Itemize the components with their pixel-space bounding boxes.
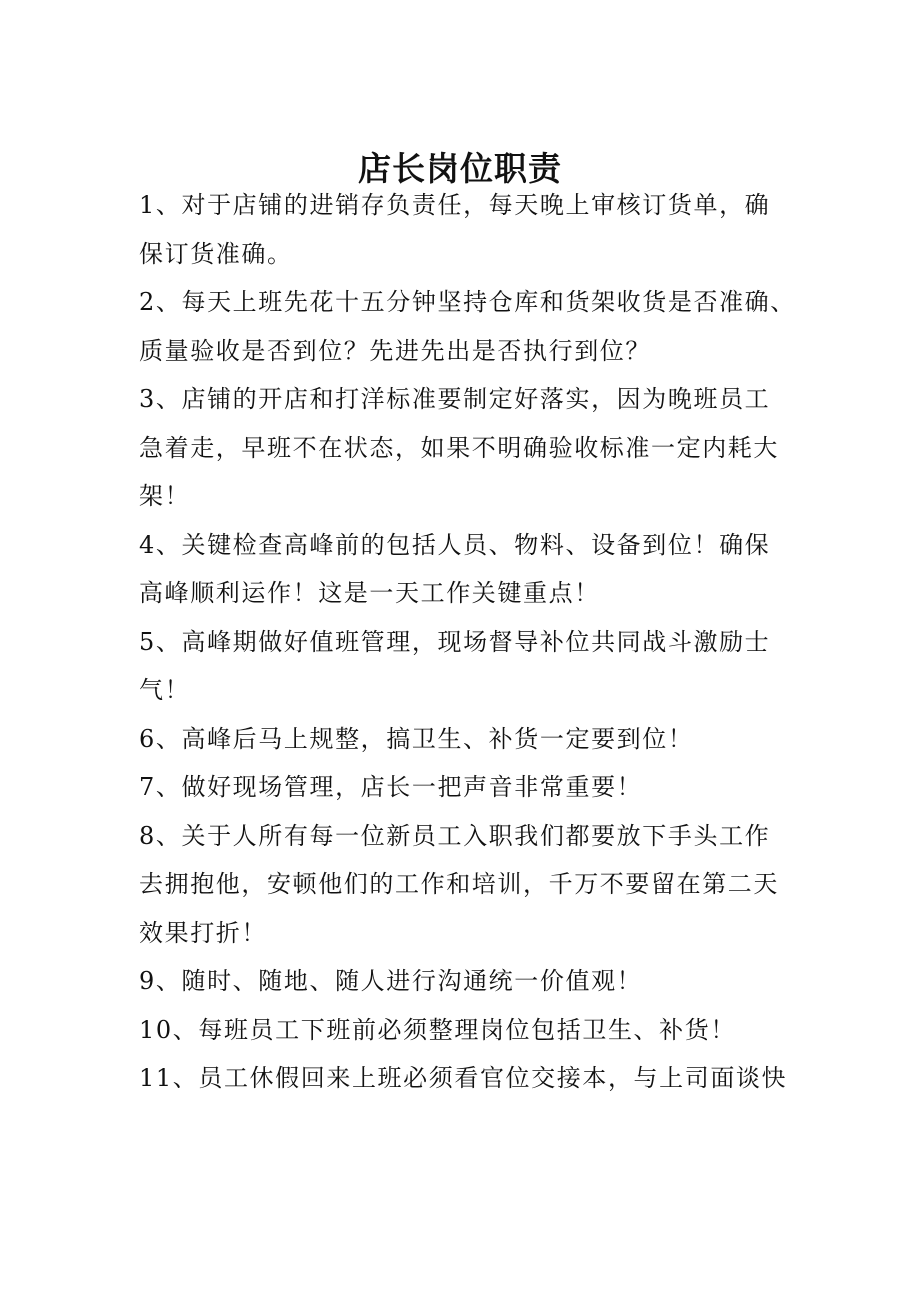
duty-item-8 bbox=[139, 812, 815, 958]
duty-list bbox=[139, 181, 815, 1103]
duty-item-1 bbox=[139, 181, 815, 278]
duty-line: 保订货准确。 bbox=[139, 239, 293, 268]
duty-line: 5、高峰期做好值班管理，现场督导补位共同战斗激励士 bbox=[139, 627, 771, 656]
duty-line: 8、关于人所有每一位新员工入职我们都要放下手头工作 bbox=[139, 821, 771, 850]
duty-item-7 bbox=[139, 763, 815, 812]
duty-line: 效果打折！ bbox=[139, 918, 267, 947]
duty-line: 9、随时、随地、随人进行沟通统一价值观！ bbox=[139, 967, 643, 995]
duty-item-10 bbox=[139, 1006, 815, 1055]
duty-line: 气！ bbox=[139, 676, 191, 704]
duty-line: 质量验收是否到位？先进先出是否执行到位？ bbox=[139, 336, 651, 365]
page-title: 店长岗位职责 bbox=[358, 149, 562, 189]
duty-line: 1、对于店铺的进销存负责任，每天晚上审核订货单，确 bbox=[139, 191, 771, 219]
duty-item-4 bbox=[139, 521, 815, 618]
duty-item-11 bbox=[139, 1054, 815, 1103]
duty-line: 10、每班员工下班前必须整理岗位包括卫生、补货！ bbox=[139, 1015, 736, 1044]
duty-line: 高峰顺利运作！这是一天工作关键重点！ bbox=[139, 579, 600, 607]
duty-line: 4、关键检查高峰前的包括人员、物料、设备到位！确保 bbox=[139, 530, 771, 559]
duty-line: 6、高峰后马上规整，搞卫生、补货一定要到位！ bbox=[139, 724, 694, 753]
duty-line: 11、员工休假回来上班必须看官位交接本，与上司面谈快 bbox=[139, 1064, 788, 1092]
duty-line: 3、店铺的开店和打洋标准要制定好落实，因为晚班员工 bbox=[139, 385, 771, 413]
duty-item-2 bbox=[139, 278, 815, 375]
duty-item-3 bbox=[139, 375, 815, 521]
duty-line: 架！ bbox=[139, 482, 191, 510]
duty-item-9 bbox=[139, 957, 815, 1006]
duty-line: 去拥抱他，安顿他们的工作和培训，千万不要留在第二天 bbox=[139, 870, 779, 898]
duty-line: 2、每天上班先花十五分钟坚持仓库和货架收货是否准确、 bbox=[139, 288, 796, 316]
duty-line: 7、做好现场管理，店长一把声音非常重要！ bbox=[139, 773, 643, 801]
duty-line: 急着走，早班不在状态，如果不明确验收标准一定内耗大 bbox=[139, 433, 779, 462]
duty-item-5 bbox=[139, 618, 815, 715]
duty-item-6 bbox=[139, 715, 815, 764]
